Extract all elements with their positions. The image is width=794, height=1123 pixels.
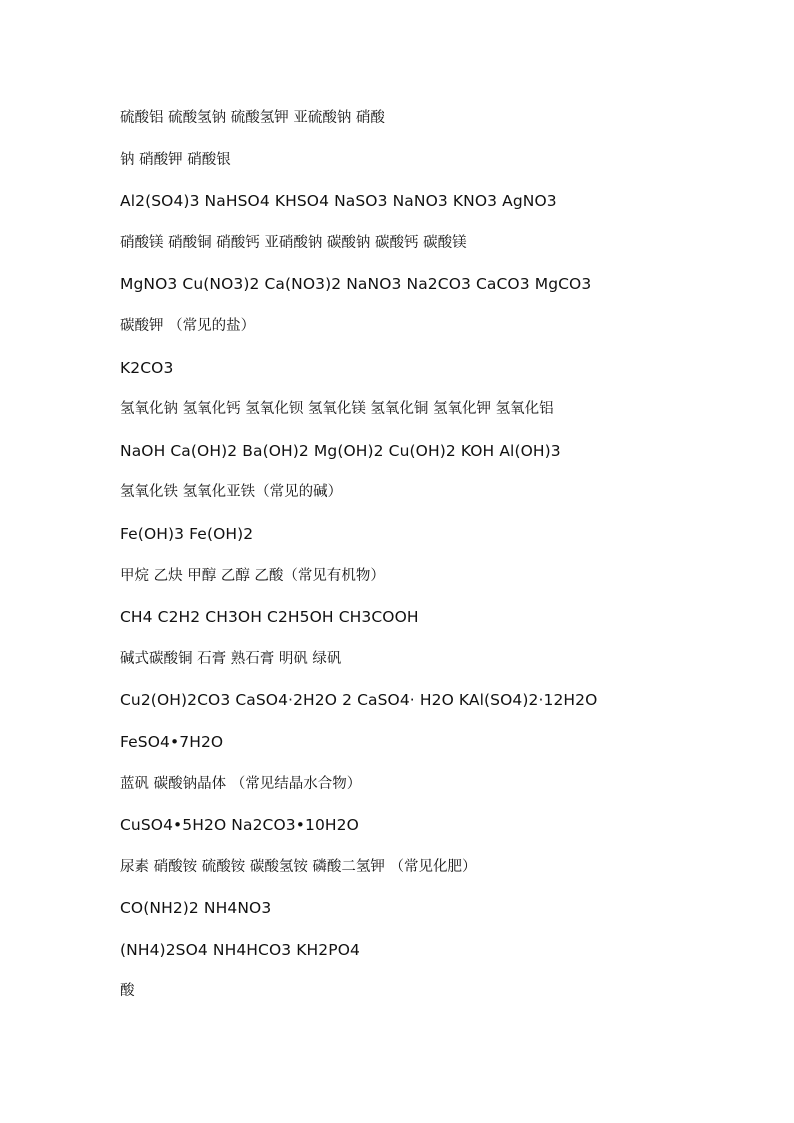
text-line: 硫酸铝 硫酸氢钠 硫酸氢钾 亚硫酸钠 硝酸 (120, 110, 385, 126)
formula-line: Al2(SO4)3 NaHSO4 KHSO4 NaSO3 NaNO3 KNO3 AgNO3 (120, 192, 557, 211)
text-line: 钠 硝酸钾 硝酸银 (120, 151, 231, 168)
formula-line: NaOH Ca(OH)2 Ba(OH)2 Mg(OH)2 Cu(OH)2 KOH Al(OH)3 (120, 441, 561, 460)
text-line: 碳酸钾 （常见的盐） (120, 317, 256, 334)
document-body (120, 106, 740, 1021)
text-line: 酸 (120, 983, 135, 1000)
text-line: 蓝矾 碳酸钠晶体 （常见结晶水合物） (120, 775, 362, 792)
formula-line: K2CO3 (120, 358, 174, 377)
formula-line: Cu2(OH)2CO3 CaSO4·2H2O 2 CaSO4· H2O KAl(SO4)2·12H2O (120, 691, 598, 710)
formula-line: Fe(OH)3 Fe(OH)2 (120, 524, 254, 543)
formula-line: CH4 C2H2 CH3OH C2H5OH CH3COOH (120, 608, 419, 627)
formula-line: CuSO4•5H2O Na2CO3•10H2O (120, 816, 359, 835)
formula-line: CO(NH2)2 NH4NO3 (120, 899, 272, 918)
formula-line: MgNO3 Cu(NO3)2 Ca(NO3)2 NaNO3 Na2CO3 CaCO3 MgCO3 (120, 275, 592, 294)
formula-line: FeSO4•7H2O (120, 732, 224, 751)
text-line: 甲烷 乙炔 甲醇 乙醇 乙酸（常见有机物） (120, 567, 385, 584)
text-line: 碱式碳酸铜 石膏 熟石膏 明矾 绿矾 (120, 650, 342, 667)
text-line: 尿素 硝酸铵 硫酸铵 碳酸氢铵 磷酸二氢钾 （常见化肥） (120, 858, 477, 875)
formula-line: (NH4)2SO4 NH4HCO3 KH2PO4 (120, 940, 360, 959)
text-line: 硝酸镁 硝酸铜 硝酸钙 亚硝酸钠 碳酸钠 碳酸钙 碳酸镁 (120, 234, 467, 251)
text-line: 氢氧化钠 氢氧化钙 氢氧化钡 氢氧化镁 氢氧化铜 氢氧化钾 氢氧化铝 (120, 401, 554, 418)
text-line: 氢氧化铁 氢氧化亚铁（常见的碱） (120, 484, 343, 501)
